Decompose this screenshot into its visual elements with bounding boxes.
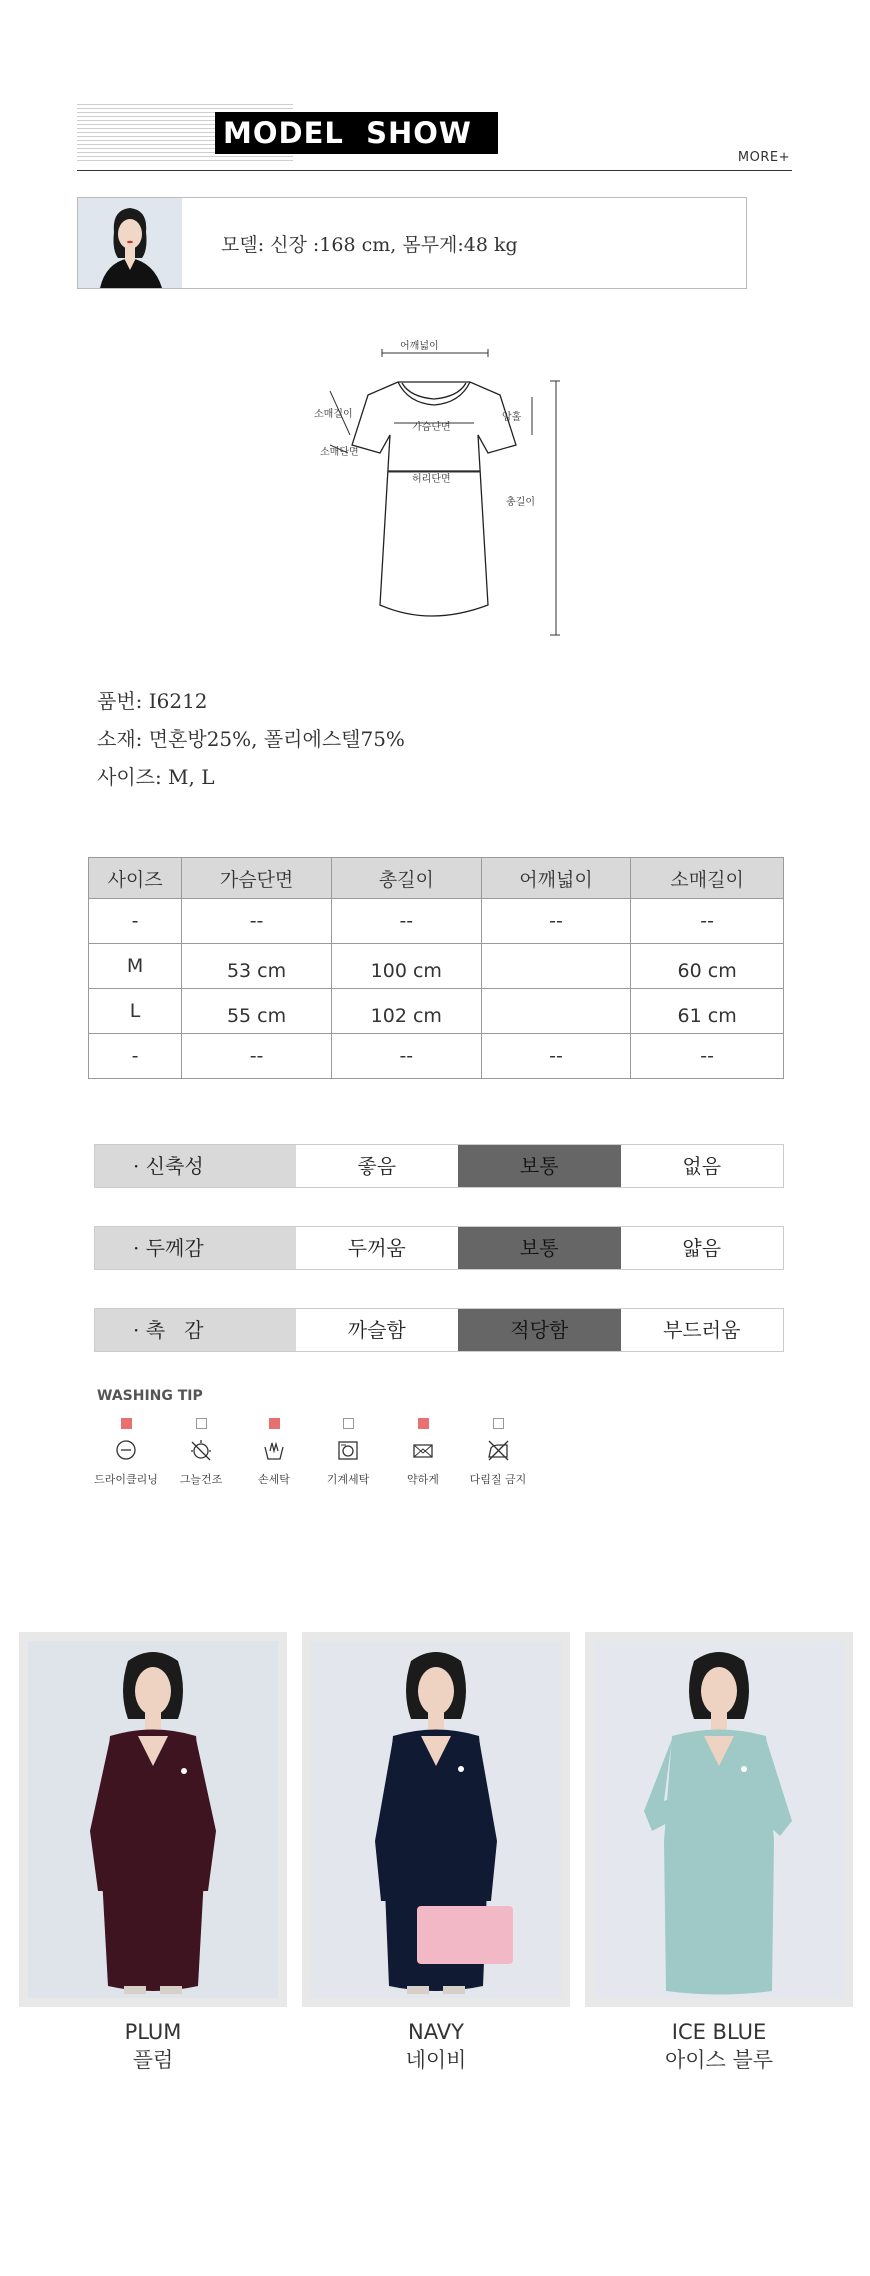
- table-cell: --: [631, 899, 784, 944]
- color-caption-plum: [19, 2018, 287, 2074]
- texture-label: · 촉 감: [95, 1309, 296, 1351]
- color-name-en: ICE BLUE: [671, 2020, 767, 2044]
- thickness-row: [94, 1226, 784, 1270]
- table-cell: --: [182, 1034, 332, 1079]
- color-name-ko: 네이비: [405, 2048, 467, 2072]
- checkbox-icon: [121, 1418, 132, 1429]
- table-cell: --: [481, 1034, 631, 1079]
- checkbox-icon: [493, 1418, 504, 1429]
- shoulder-label: 어깨넓이: [400, 341, 439, 352]
- no-iron-icon: [485, 1437, 511, 1463]
- thickness-label: · 두께감: [95, 1227, 296, 1269]
- table-cell: --: [631, 1034, 784, 1079]
- wash-item-dry-clean: [86, 1418, 166, 1487]
- checkbox-icon: [418, 1418, 429, 1429]
- table-row: [89, 899, 784, 944]
- table-cell: --: [331, 1034, 481, 1079]
- table-cell: --: [182, 899, 332, 944]
- checkbox-icon: [343, 1418, 354, 1429]
- navy-model-photo: [311, 1641, 561, 1998]
- sleeve-length-label: 소매길이: [314, 409, 353, 420]
- color-card-plum[interactable]: [19, 1632, 287, 2007]
- color-card-ice-blue[interactable]: [585, 1632, 853, 2007]
- table-cell: [481, 989, 631, 1034]
- wash-label: 드라이클리닝: [94, 1473, 158, 1486]
- table-cell: 61 cm: [631, 989, 784, 1034]
- texture-option-soft: 부드러움: [663, 1318, 741, 1342]
- model-photo: [78, 198, 182, 288]
- size-diagram: [300, 335, 560, 640]
- table-cell: 60 cm: [631, 944, 784, 989]
- table-cell: [481, 944, 631, 989]
- texture-row: [94, 1308, 784, 1352]
- shade-dry-icon: [188, 1437, 214, 1463]
- texture-option-moderate: 적당함: [458, 1309, 621, 1351]
- table-header: 사이즈: [89, 858, 182, 899]
- wash-label: 그늘건조: [179, 1473, 223, 1486]
- wash-label: 손세탁: [258, 1473, 290, 1486]
- thickness-option-thick: 두꺼움: [347, 1236, 406, 1260]
- product-material: 소재: 면혼방25%, 폴리에스텔75%: [97, 727, 405, 751]
- table-header: 가슴단면: [182, 858, 332, 899]
- stretch-option-normal: 보통: [458, 1145, 621, 1187]
- checkbox-icon: [269, 1418, 280, 1429]
- checkbox-icon: [196, 1418, 207, 1429]
- table-cell: M: [89, 944, 182, 989]
- wash-item-machine-wash: [308, 1418, 388, 1487]
- header-divider: [77, 170, 792, 171]
- color-card-navy[interactable]: [302, 1632, 570, 2007]
- wash-label: 약하게: [407, 1473, 439, 1486]
- stretch-option-good: 좋음: [357, 1154, 397, 1178]
- thickness-option-normal: 보통: [458, 1227, 621, 1269]
- color-caption-navy: [302, 2018, 570, 2074]
- table-row: [89, 944, 784, 989]
- sleeve-width-label: 소매단면: [320, 447, 359, 458]
- section-title: MODEL SHOW: [215, 112, 498, 154]
- hand-wash-icon: [261, 1437, 287, 1463]
- table-row: [89, 989, 784, 1034]
- table-cell: 53 cm: [182, 944, 332, 989]
- gentle-icon: [410, 1437, 436, 1463]
- table-header: 소매길이: [631, 858, 784, 899]
- washing-tip-title: WASHING TIP: [97, 1388, 203, 1404]
- color-name-en: PLUM: [124, 2020, 182, 2044]
- armhole-label: 암홀: [502, 412, 522, 423]
- wash-label: 다림질 금지: [469, 1473, 527, 1486]
- wash-item-no-iron: [458, 1418, 538, 1487]
- waist-label: 허리단면: [412, 474, 451, 485]
- wash-label: 기계세탁: [326, 1473, 370, 1486]
- total-length-label: 총길이: [506, 497, 535, 508]
- ice-blue-model-photo: [594, 1641, 844, 1998]
- table-cell: 55 cm: [182, 989, 332, 1034]
- product-sizes: 사이즈: M, L: [97, 765, 215, 789]
- color-name-ko: 아이스 블루: [664, 2048, 774, 2072]
- thickness-option-thin: 얇음: [682, 1236, 722, 1260]
- machine-wash-icon: [335, 1437, 361, 1463]
- product-info: [97, 682, 405, 796]
- table-row: [89, 1034, 784, 1079]
- model-show-header: [77, 104, 792, 174]
- stretch-option-none: 없음: [682, 1154, 722, 1178]
- table-header: 총길이: [331, 858, 481, 899]
- size-table: [88, 857, 784, 1079]
- table-cell: L: [89, 989, 182, 1034]
- table-header: 어깨넓이: [481, 858, 631, 899]
- plum-model-photo: [28, 1641, 278, 1998]
- table-cell: -: [89, 1034, 182, 1079]
- table-header-row: [89, 858, 784, 899]
- color-name-en: NAVY: [408, 2020, 464, 2044]
- stretch-row: [94, 1144, 784, 1188]
- dry-clean-icon: [113, 1437, 139, 1463]
- table-cell: 100 cm: [331, 944, 481, 989]
- chest-label: 가슴단면: [412, 422, 451, 433]
- table-cell: --: [481, 899, 631, 944]
- wash-item-shade-dry: [161, 1418, 241, 1487]
- product-number: 품번: I6212: [97, 689, 208, 713]
- table-cell: 102 cm: [331, 989, 481, 1034]
- model-measurements: 모델: 신장 :168 cm, 몸무게:48 kg: [221, 234, 518, 256]
- table-cell: -: [89, 899, 182, 944]
- wash-item-hand-wash: [234, 1418, 314, 1487]
- color-caption-ice-blue: [585, 2018, 853, 2074]
- color-name-ko: 플럼: [132, 2048, 174, 2072]
- stretch-label: · 신축성: [95, 1145, 296, 1187]
- more-link[interactable]: MORE+: [737, 150, 790, 165]
- table-cell: --: [331, 899, 481, 944]
- texture-option-rough: 까슬함: [347, 1318, 406, 1342]
- wash-item-gentle: [383, 1418, 463, 1487]
- model-info-box: [77, 197, 747, 289]
